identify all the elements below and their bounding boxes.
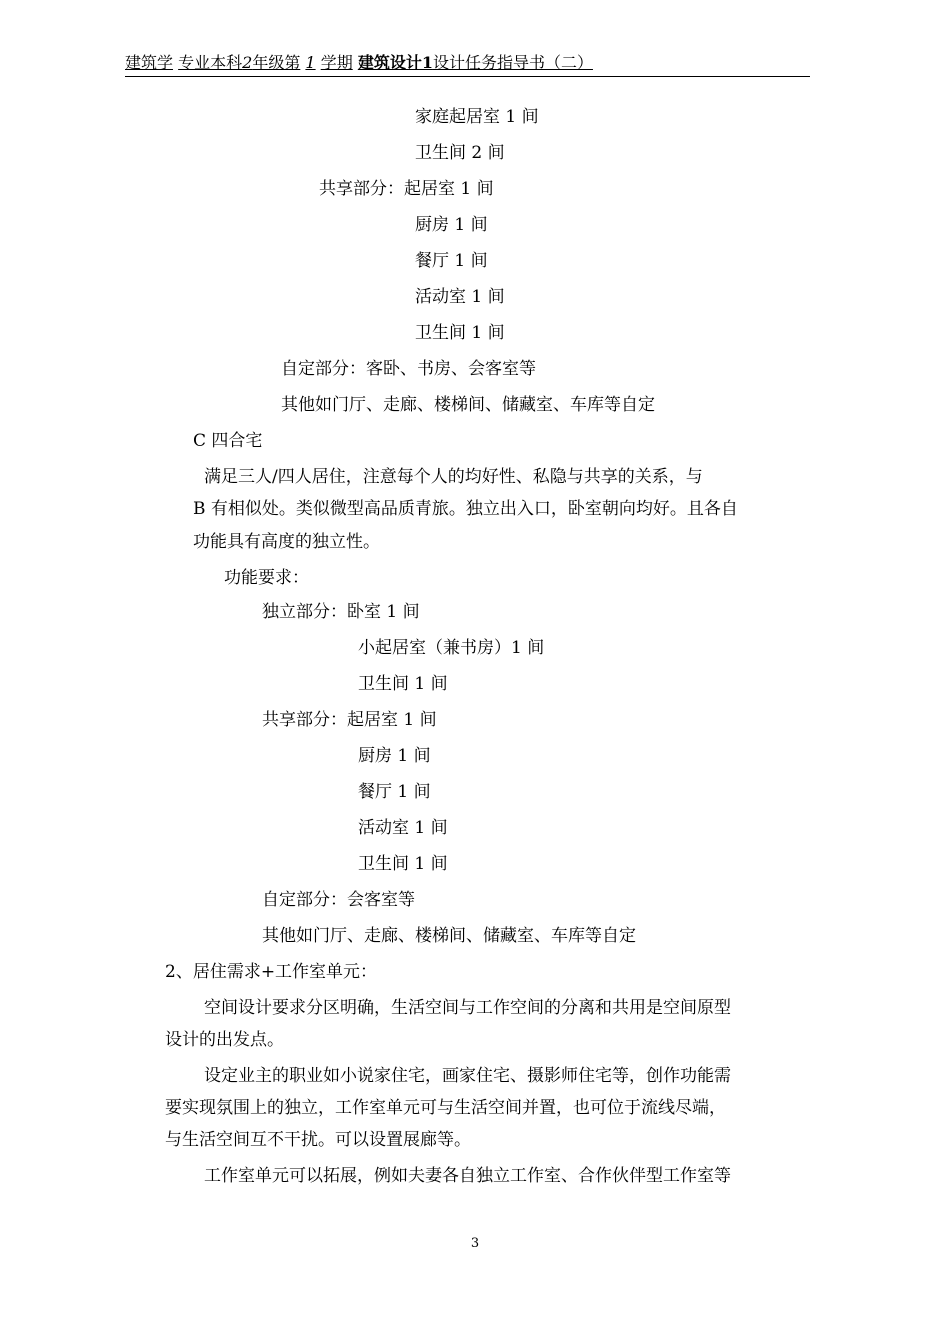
page-header (125, 50, 810, 77)
text-line: 卫生间 1 间 (358, 674, 448, 694)
text-line: 厨房 1 间 (358, 746, 431, 766)
header-level: 专业本科 (178, 53, 243, 72)
section-heading: C 四合宅 (193, 431, 263, 451)
paragraph-line: 满足三人/四人居住，注意每个人的均好性、私隐与共享的关系，与 (204, 467, 703, 487)
paragraph-line: 与生活空间互不干扰。可以设置展廊等。 (165, 1130, 471, 1150)
text-line: 餐厅 1 间 (358, 782, 431, 802)
text-line: 卫生间 1 间 (415, 323, 505, 343)
text-line: 餐厅 1 间 (415, 251, 488, 271)
text-line: 卫生间 1 间 (358, 854, 448, 874)
text-line: 共享部分：起居室 1 间 (319, 179, 494, 199)
section-heading: 2、居住需求+工作室单元： (165, 962, 378, 982)
text-line: 共享部分：起居室 1 间 (262, 710, 437, 730)
text-line: 其他如门厅、走廊、楼梯间、储藏室、车库等自定 (262, 926, 636, 946)
page-number: 3 (470, 1236, 480, 1251)
text-line: 自定部分：客卧、书房、会客室等 (281, 359, 536, 379)
header-grade-label: 年级第 (252, 53, 301, 72)
text-line: 活动室 1 间 (358, 818, 448, 838)
text-line: 活动室 1 间 (415, 287, 505, 307)
paragraph-line: 功能具有高度的独立性。 (193, 532, 380, 552)
paragraph-line: 要实现氛围上的独立，工作室单元可与生活空间并置，也可位于流线尽端， (165, 1098, 726, 1118)
paragraph-line: 设计的出发点。 (165, 1030, 284, 1050)
text-line: 厨房 1 间 (415, 215, 488, 235)
header-term: 1 (305, 53, 316, 72)
paragraph-line: B 有相似处。类似微型高品质青旅。独立出入口，卧室朝向均好。且各自 (193, 499, 738, 519)
text-line: 独立部分：卧室 1 间 (262, 602, 420, 622)
header-term-label: 学期 (320, 53, 353, 72)
text-line: 其他如门厅、走廊、楼梯间、储藏室、车库等自定 (281, 395, 655, 415)
text-line: 功能要求： (224, 568, 309, 588)
paragraph-line: 工作室单元可以拓展，例如夫妻各自独立工作室、合作伙伴型工作室等 (204, 1166, 731, 1186)
header-course: 建筑设计1 (357, 53, 433, 72)
header-grade: 2 (242, 53, 253, 72)
text-line: 自定部分：会客室等 (262, 890, 415, 910)
paragraph-line: 设定业主的职业如小说家住宅，画家住宅、摄影师住宅等，创作功能需 (204, 1066, 731, 1086)
text-line: 家庭起居室 1 间 (415, 107, 539, 127)
text-line: 卫生间 2 间 (415, 143, 505, 163)
text-line: 小起居室（兼书房）1 间 (358, 638, 545, 658)
header-doc-title: 设计任务指导书（二） (432, 53, 593, 72)
paragraph-line: 空间设计要求分区明确，生活空间与工作空间的分离和共用是空间原型 (204, 998, 731, 1018)
header-major: 建筑学 (125, 53, 174, 72)
